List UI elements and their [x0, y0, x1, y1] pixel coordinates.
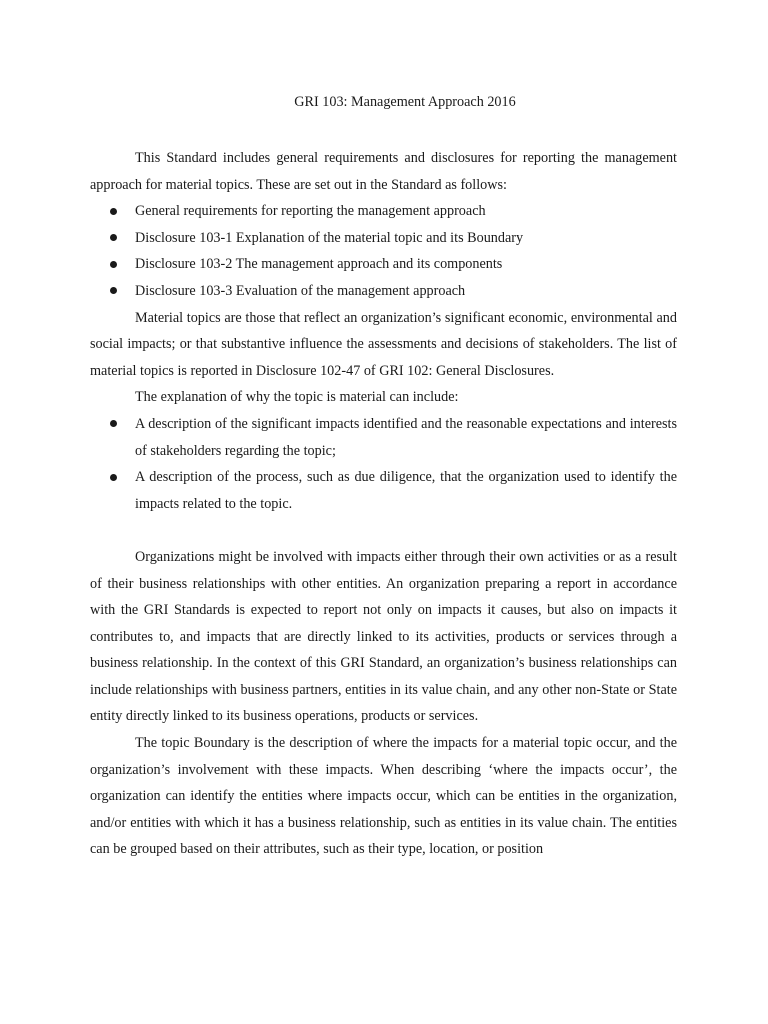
bullet-icon	[110, 261, 117, 268]
list-item-text: Disclosure 103-3 Evaluation of the management approach	[135, 282, 466, 299]
document-body	[90, 145, 677, 863]
list-item	[90, 411, 677, 464]
intro-paragraph: This Standard includes general requirements and disclosures for reporting the management approach for material topics. These are set out in the Standard as follows:	[90, 150, 677, 193]
bullet-icon	[110, 234, 117, 241]
explanation-list	[90, 411, 677, 517]
list-item	[90, 464, 677, 517]
explanation-intro-paragraph: The explanation of why the topic is material can include:	[135, 389, 459, 406]
list-item-text: Disclosure 103-1 Explanation of the material topic and its Boundary	[135, 229, 524, 246]
list-item-text: A description of the process, such as due diligence, that the organization used to identify the impacts related to the topic.	[135, 469, 677, 512]
boundary-paragraph: The topic Boundary is the description of where the impacts for a material topic occur, and the organization’s involvement with these impacts. When describing ‘where the impacts occur’, the organization can identify the entities where impacts occur, which can be entities in the organization, and/or entities with which it has a business relationship, such as entities in its value chain. The entities can be grouped based on their attributes, such as their type, location, or position	[90, 735, 677, 858]
disclosures-list	[90, 198, 677, 304]
bullet-icon	[110, 287, 117, 294]
organizations-paragraph: Organizations might be involved with impacts either through their own activities or as a result of their business relationships with other entities. An organization preparing a report in accordance with the GRI Standards is expected to report not only on impacts it causes, but also on impacts it contributes to, and impacts that are directly linked to its activities, products or services through a business relationship. In the context of this GRI Standard, an organization’s business relationships can include relationships with business partners, entities in its value chain, and any other non-State or State entity directly linked to its business operations, products or services.	[90, 548, 677, 725]
list-item-text: General requirements for reporting the management approach	[135, 203, 486, 220]
bullet-icon	[110, 420, 117, 427]
list-item	[90, 251, 677, 278]
material-topics-paragraph: Material topics are those that reflect an organization’s significant economic, environmental and social impacts; or that substantive influence the assessments and decisions of stakeholders. The list of material topics is reported in Disclosure 102-47 of GRI 102: General Disclosures.	[90, 309, 677, 379]
list-item	[90, 198, 677, 225]
bullet-icon	[110, 208, 117, 215]
list-item-text: A description of the significant impacts identified and the reasonable expectations and interests of stakeholders regarding the topic;	[135, 415, 677, 459]
list-item	[90, 225, 677, 252]
bullet-icon	[110, 474, 117, 481]
list-item	[90, 278, 677, 305]
document-title: GRI 103: Management Approach 2016	[294, 94, 516, 110]
list-item-text: Disclosure 103-2 The management approach and its components	[135, 256, 503, 273]
paragraph-gap	[90, 517, 677, 544]
